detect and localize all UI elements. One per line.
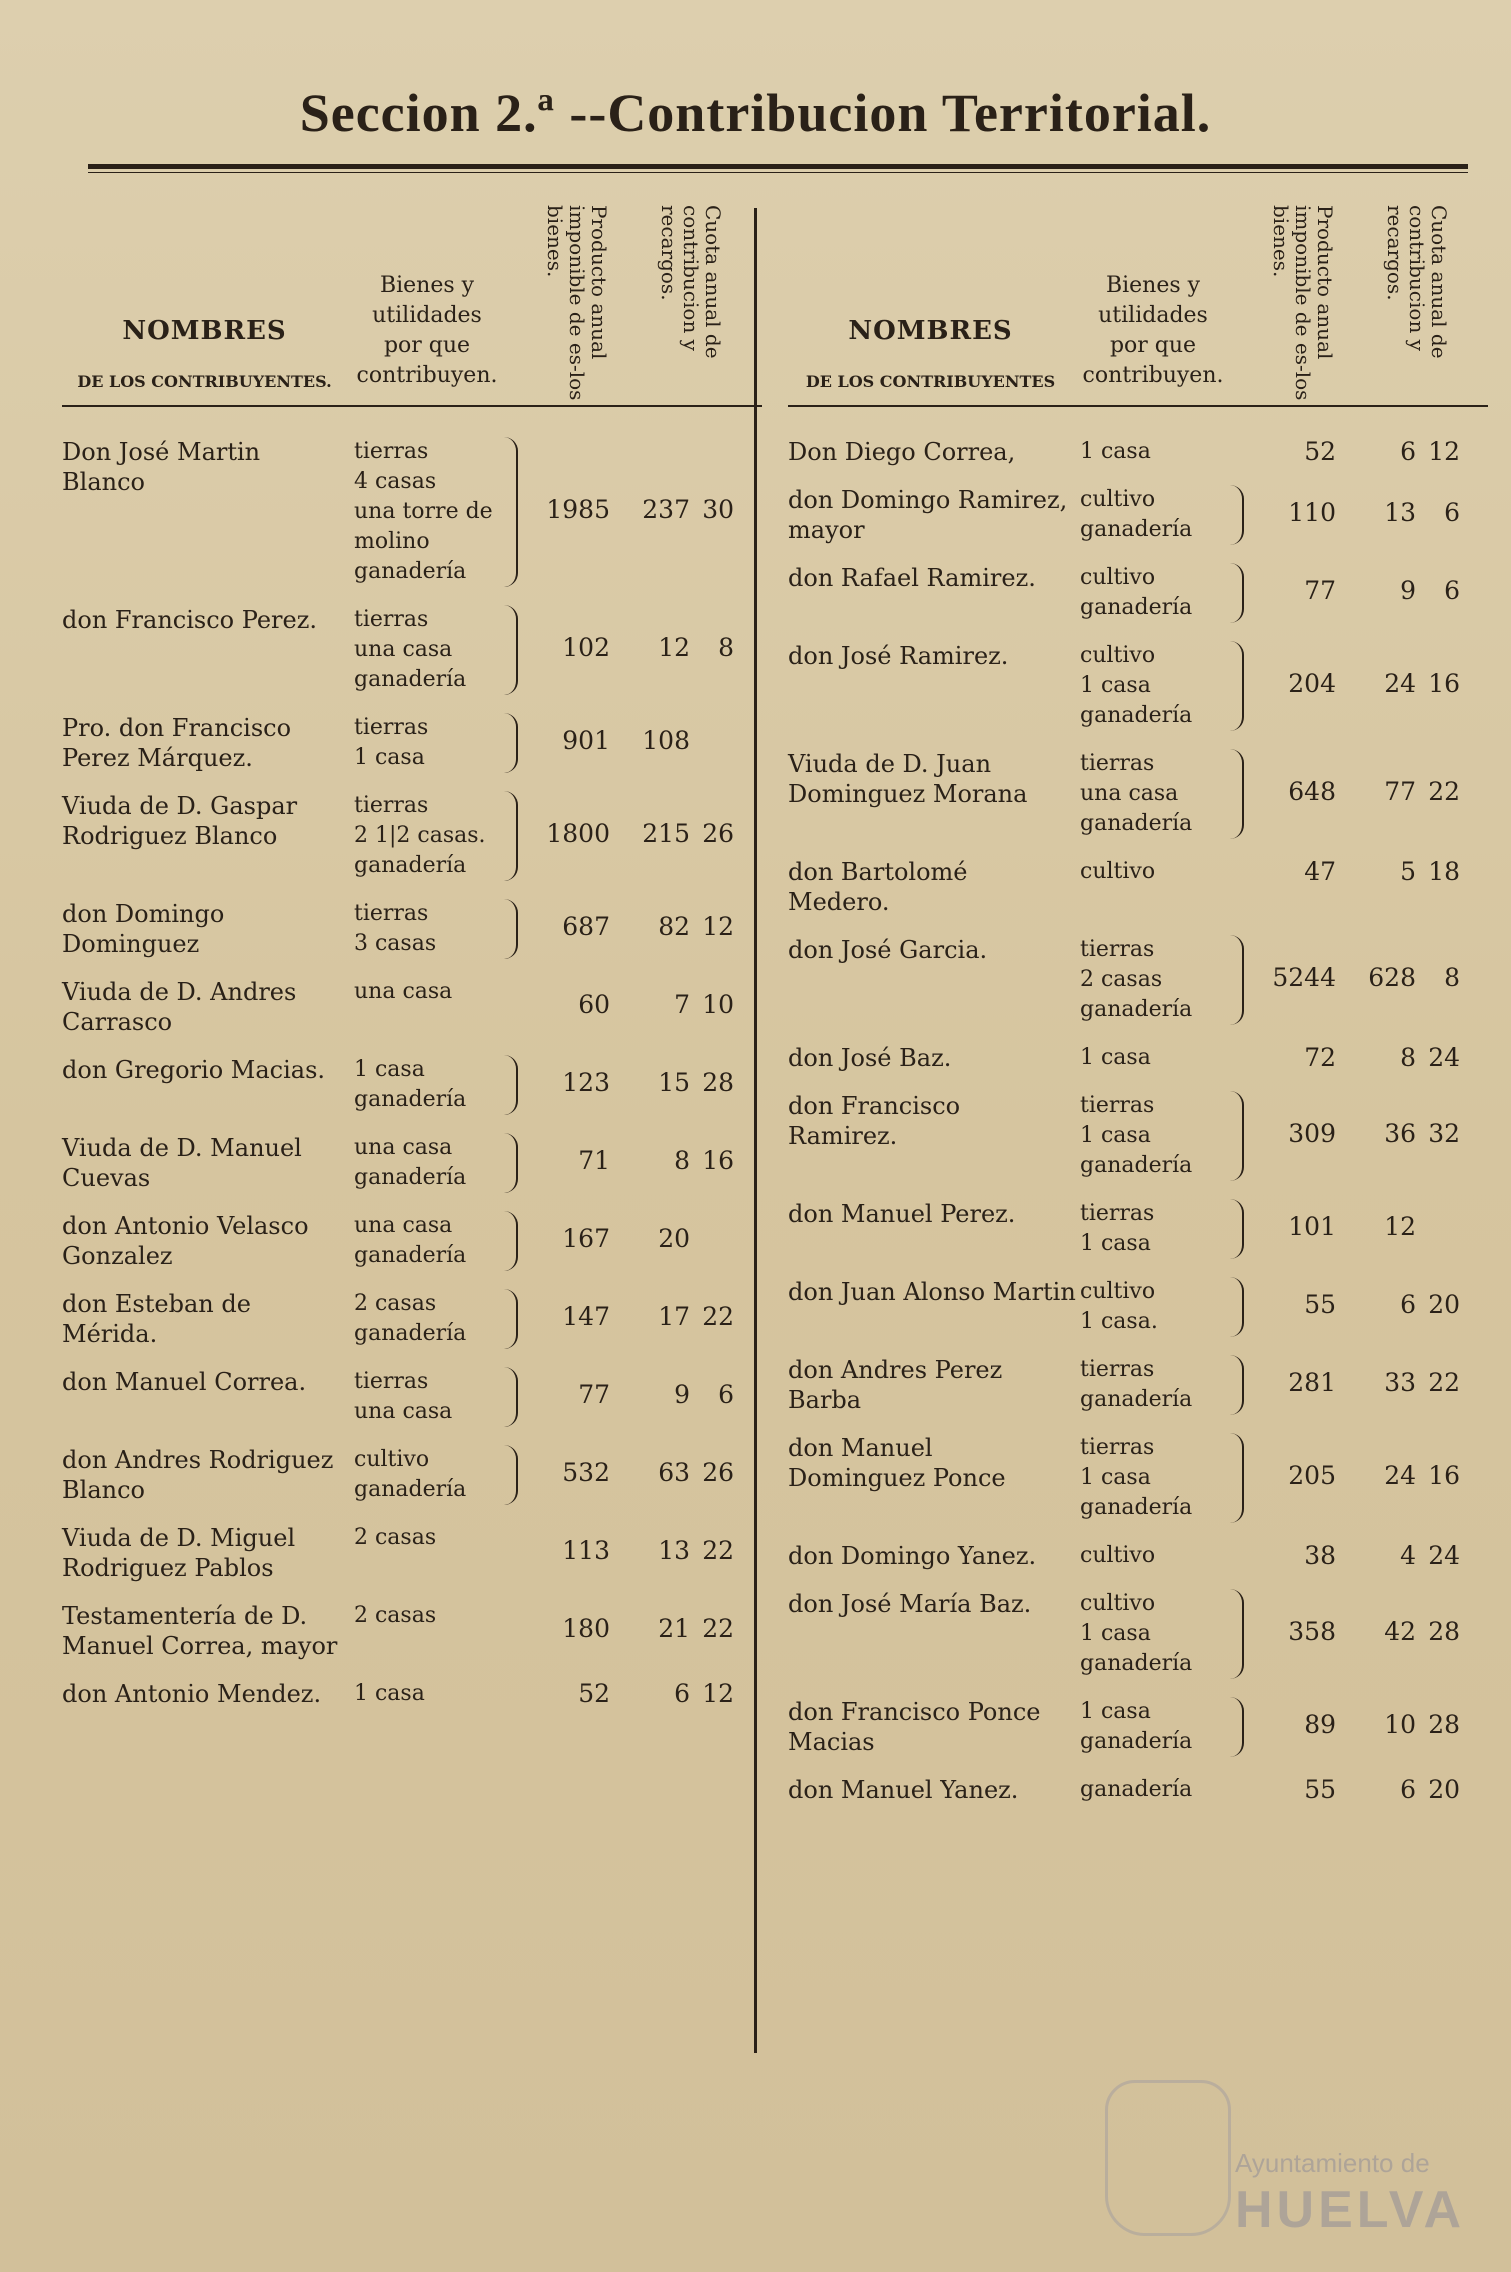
watermark-line2: HUELVA [1235, 2181, 1466, 2239]
contributor-name: don Francisco Ramirez. [788, 1092, 961, 1150]
goods-item: ganadería [354, 559, 467, 584]
producto-value: 55 [1304, 1775, 1336, 1804]
goods-list [1080, 563, 1244, 623]
right-rows [788, 407, 1488, 1805]
goods-item: ganadería [354, 853, 467, 878]
table-row [788, 1355, 1488, 1415]
table-row [62, 1211, 762, 1271]
cuota-pesos: 6 [674, 1679, 690, 1708]
contributor-name: don José Ramirez. [788, 642, 1009, 670]
producto-value: 1800 [546, 819, 610, 848]
cuota-reales: 12 [702, 912, 734, 941]
contributor-name: don Gregorio Macias. [62, 1056, 326, 1084]
producto-value: 101 [1288, 1212, 1336, 1241]
header-producto: Producto anual imponible de es-los bienes. [543, 205, 611, 401]
table-row [62, 791, 762, 881]
goods-item: ganadería [354, 667, 467, 692]
title-rule-thin [88, 172, 1468, 173]
table-row [788, 563, 1488, 623]
cuota-pesos: 6 [1400, 1290, 1416, 1319]
goods-item: 2 casas [354, 1291, 437, 1316]
cuota-reales: 6 [1444, 576, 1460, 605]
cuota-reales: 10 [702, 990, 734, 1019]
goods-item: 1 casa [1080, 1045, 1151, 1070]
goods-item: tierras [354, 793, 429, 818]
producto-value: 72 [1304, 1043, 1336, 1072]
goods-item: 1 casa [354, 1057, 425, 1082]
cuota-reales: 28 [1428, 1710, 1460, 1739]
contributor-name: don Domingo Dominguez [62, 900, 225, 958]
contributor-name: Testamentería de D. Manuel Correa, mayor [62, 1602, 338, 1660]
producto-value: 113 [562, 1536, 610, 1565]
table-row [62, 437, 762, 587]
table-row [62, 605, 762, 695]
header-cuota: Cuota anual de contribucion y recargos. [1383, 205, 1451, 359]
goods-item: 1 casa [1080, 1465, 1151, 1490]
contributor-name: don Manuel Correa. [62, 1368, 307, 1396]
goods-item: cultivo [1080, 643, 1156, 668]
contributor-name: Viuda de D. Miguel Rodriguez Pablos [62, 1524, 296, 1582]
goods-item: una casa [1080, 781, 1179, 806]
contributor-name: don Esteban de Mérida. [62, 1290, 251, 1348]
goods-item: cultivo [1080, 1543, 1156, 1568]
cuota-pesos: 42 [1384, 1617, 1416, 1646]
goods-item: tierras [354, 607, 429, 632]
cuota-reales: 22 [1428, 1368, 1460, 1397]
cuota-reales: 30 [702, 495, 734, 524]
producto-value: 60 [578, 990, 610, 1019]
cuota-reales: 16 [1428, 1461, 1460, 1490]
header-bienes: Bienes y utilidades por que contribuyen. [356, 273, 498, 388]
goods-item: cultivo [1080, 1279, 1156, 1304]
goods-item: ganadería [1080, 997, 1193, 1022]
cuota-reales: 8 [1444, 963, 1460, 992]
producto-value: 309 [1288, 1119, 1336, 1148]
cuota-reales: 26 [702, 1458, 734, 1487]
cuota-pesos: 10 [1384, 1710, 1416, 1739]
cuota-reales: 22 [702, 1302, 734, 1331]
producto-value: 52 [578, 1679, 610, 1708]
cuota-reales: 20 [1428, 1290, 1460, 1319]
producto-value: 167 [562, 1224, 610, 1253]
cuota-pesos: 12 [658, 633, 690, 662]
table-row [62, 1133, 762, 1193]
cuota-reales: 24 [1428, 1541, 1460, 1570]
goods-item: cultivo [1080, 859, 1156, 884]
goods-list [354, 1445, 518, 1505]
cuota-pesos: 82 [658, 912, 690, 941]
goods-list [354, 791, 518, 881]
cuota-pesos: 8 [674, 1146, 690, 1175]
goods-list [354, 1367, 518, 1427]
cuota-reales: 12 [1428, 437, 1460, 466]
watermark-line1: Ayuntamiento de [1235, 2148, 1430, 2178]
goods-item: 2 casas [354, 1525, 437, 1550]
table-row [788, 935, 1488, 1025]
table-row [788, 1043, 1488, 1073]
contributor-name: don José María Baz. [788, 1590, 1032, 1618]
goods-list [354, 899, 518, 959]
producto-value: 1985 [546, 495, 610, 524]
goods-list [354, 437, 518, 587]
producto-value: 204 [1288, 669, 1336, 698]
goods-item: tierras [354, 1369, 429, 1394]
contributor-name: Viuda de D. Andres Carrasco [62, 978, 297, 1036]
cuota-pesos: 237 [642, 495, 690, 524]
contributor-name: don Rafael Ramirez. [788, 564, 1036, 592]
goods-item: cultivo [1080, 565, 1156, 590]
goods-list [354, 1055, 518, 1115]
table-row [788, 857, 1488, 917]
goods-list [1080, 1043, 1242, 1073]
goods-list [354, 1133, 518, 1193]
goods-list [1080, 1589, 1244, 1679]
contributor-name: don Manuel Dominguez Ponce [788, 1434, 1006, 1492]
table-row [788, 437, 1488, 467]
goods-item: tierras [1080, 1435, 1155, 1460]
cuota-reales: 26 [702, 819, 734, 848]
goods-item: 4 casas [354, 469, 437, 494]
goods-item: tierras [1080, 1357, 1155, 1382]
producto-value: 205 [1288, 1461, 1336, 1490]
goods-list [1080, 1697, 1244, 1757]
goods-item: 1 casa [354, 745, 425, 770]
header-names [788, 316, 1073, 391]
table-row [788, 1433, 1488, 1523]
contributor-name: Don José Martin Blanco [62, 438, 261, 496]
cuota-reales: 22 [702, 1614, 734, 1643]
goods-list [1080, 1541, 1242, 1571]
cuota-pesos: 4 [1400, 1541, 1416, 1570]
contributor-name: don Juan Alonso Martin [788, 1278, 1076, 1306]
goods-list [1080, 935, 1244, 1025]
cuota-pesos: 20 [658, 1224, 690, 1253]
cuota-pesos: 215 [642, 819, 690, 848]
goods-list [1080, 1199, 1244, 1259]
left-table-header [62, 205, 762, 407]
producto-value: 89 [1304, 1710, 1336, 1739]
producto-value: 71 [578, 1146, 610, 1175]
goods-item: 2 casas [1080, 967, 1163, 992]
cuota-pesos: 24 [1384, 669, 1416, 698]
goods-list [354, 713, 518, 773]
goods-item: ganadería [354, 1243, 467, 1268]
goods-item: tierras [1080, 1093, 1155, 1118]
table-row [62, 1367, 762, 1427]
page-title: Seccion 2.ª --Contribucion Territorial. [299, 83, 1212, 143]
contributor-name: don Domingo Ramirez, mayor [788, 486, 1068, 544]
contributor-name: don Manuel Yanez. [788, 1776, 1019, 1804]
producto-value: 901 [562, 726, 610, 755]
goods-item: 1 casa [1080, 673, 1151, 698]
header-names-subtitle: DE LOS CONTRIBUYENTES [805, 372, 1056, 391]
cuota-reales: 18 [1428, 857, 1460, 886]
contributor-name: don Francisco Perez. [62, 606, 317, 634]
goods-item: ganadería [1080, 703, 1193, 728]
goods-item: ganadería [1080, 1387, 1193, 1412]
table-row [788, 1541, 1488, 1571]
goods-list [354, 1601, 516, 1631]
table-row [62, 899, 762, 959]
producto-value: 147 [562, 1302, 610, 1331]
cuota-reales: 8 [718, 633, 734, 662]
contributor-name: don Manuel Perez. [788, 1200, 1016, 1228]
goods-item: ganadería [354, 1477, 467, 1502]
goods-item: ganadería [1080, 1153, 1193, 1178]
cuota-pesos: 6 [1400, 437, 1416, 466]
goods-list [1080, 485, 1244, 545]
goods-list [354, 1523, 516, 1553]
goods-item: 1 casa [1080, 1231, 1151, 1256]
contributor-name: don José Baz. [788, 1044, 952, 1072]
cuota-reales: 16 [1428, 669, 1460, 698]
left-table [62, 205, 762, 1727]
goods-item: 2 1|2 casas. [354, 823, 486, 848]
goods-list [354, 1679, 516, 1709]
table-row [788, 485, 1488, 545]
table-row [62, 1289, 762, 1349]
cuota-pesos: 6 [1400, 1775, 1416, 1804]
left-rows [62, 407, 762, 1709]
goods-item: ganadería [1080, 811, 1193, 836]
table-row [788, 1277, 1488, 1337]
producto-value: 532 [562, 1458, 610, 1487]
producto-value: 358 [1288, 1617, 1336, 1646]
goods-item: cultivo [1080, 487, 1156, 512]
table-row [62, 1055, 762, 1115]
goods-list [1080, 641, 1244, 731]
city-crest-watermark [1105, 2080, 1231, 2236]
goods-list [354, 977, 516, 1007]
producto-value: 47 [1304, 857, 1336, 886]
cuota-pesos: 15 [658, 1068, 690, 1097]
table-row [788, 1589, 1488, 1679]
goods-item: 3 casas [354, 931, 437, 956]
goods-item: cultivo [1080, 1591, 1156, 1616]
goods-item: ganadería [1080, 1777, 1193, 1802]
cuota-pesos: 13 [658, 1536, 690, 1565]
cuota-reales: 22 [1428, 777, 1460, 806]
producto-value: 102 [562, 633, 610, 662]
table-row [788, 1199, 1488, 1259]
table-row [788, 1697, 1488, 1757]
cuota-pesos: 8 [1400, 1043, 1416, 1072]
goods-item: tierras [1080, 1201, 1155, 1226]
contributor-name: don José Garcia. [788, 936, 988, 964]
cuota-reales: 22 [702, 1536, 734, 1565]
table-row [788, 749, 1488, 839]
goods-item: 1 casa. [1080, 1309, 1158, 1334]
goods-item: ganadería [1080, 517, 1193, 542]
cuota-pesos: 9 [1400, 576, 1416, 605]
table-row [62, 713, 762, 773]
contributor-name: don Domingo Yanez. [788, 1542, 1037, 1570]
contributor-name: don Andres Rodriguez Blanco [62, 1446, 334, 1504]
contributor-name: Don Diego Correa, [788, 438, 1016, 466]
cuota-pesos: 17 [658, 1302, 690, 1331]
goods-list [1080, 1433, 1244, 1523]
header-names-title: NOMBRES [122, 316, 287, 346]
cuota-pesos: 24 [1384, 1461, 1416, 1490]
contributor-name: don Andres Perez Barba [788, 1356, 1003, 1414]
contributor-name: Pro. don Francisco Perez Márquez. [62, 714, 292, 772]
producto-value: 180 [562, 1614, 610, 1643]
table-row [62, 1523, 762, 1583]
goods-item: ganadería [354, 1321, 467, 1346]
goods-list [1080, 1091, 1244, 1181]
cuota-pesos: 5 [1400, 857, 1416, 886]
goods-item: ganadería [1080, 1651, 1193, 1676]
cuota-reales: 28 [702, 1068, 734, 1097]
header-names-subtitle: DE LOS CONTRIBUYENTES. [77, 372, 332, 391]
cuota-pesos: 33 [1384, 1368, 1416, 1397]
table-row [62, 1445, 762, 1505]
table-row [788, 1775, 1488, 1805]
producto-value: 110 [1288, 498, 1336, 527]
cuota-pesos: 108 [642, 726, 690, 755]
table-row [62, 977, 762, 1037]
table-row [62, 1679, 762, 1709]
goods-item: tierras [1080, 937, 1155, 962]
goods-list [1080, 437, 1242, 467]
table-row [788, 641, 1488, 731]
contributor-name: don Bartolomé Medero. [788, 858, 968, 916]
contributor-name: don Antonio Velasco Gonzalez [62, 1212, 309, 1270]
goods-list [1080, 749, 1244, 839]
cuota-reales: 6 [1444, 498, 1460, 527]
goods-item: 1 casa [1080, 1123, 1151, 1148]
goods-item: ganadería [354, 1087, 467, 1112]
contributor-name: don Francisco Ponce Macias [788, 1698, 1041, 1756]
header-names-title: NOMBRES [848, 316, 1013, 346]
producto-value: 77 [578, 1380, 610, 1409]
goods-item: tierras [354, 439, 429, 464]
cuota-reales: 6 [718, 1380, 734, 1409]
goods-item: una casa [354, 637, 453, 662]
goods-item: 1 casa [1080, 1699, 1151, 1724]
producto-value: 52 [1304, 437, 1336, 466]
cuota-pesos: 36 [1384, 1119, 1416, 1148]
producto-value: 5244 [1272, 963, 1336, 992]
goods-item: cultivo [354, 1447, 430, 1472]
goods-item: tierras [354, 901, 429, 926]
goods-item: 1 casa [354, 1681, 425, 1706]
goods-item: ganadería [1080, 1495, 1193, 1520]
goods-list [1080, 857, 1242, 887]
goods-list [354, 605, 518, 695]
goods-item: 1 casa [1080, 1621, 1151, 1646]
goods-item: 1 casa [1080, 439, 1151, 464]
title-rule-thick [88, 164, 1468, 169]
table-row [62, 1601, 762, 1661]
goods-item: tierras [1080, 751, 1155, 776]
goods-item: tierras [354, 715, 429, 740]
producto-value: 687 [562, 912, 610, 941]
goods-item: ganadería [1080, 1729, 1193, 1754]
contributor-name: Viuda de D. Juan Dominguez Morana [788, 750, 1028, 808]
header-producto: Producto anual imponible de es-los bienes. [1269, 205, 1337, 401]
cuota-pesos: 9 [674, 1380, 690, 1409]
cuota-pesos: 77 [1384, 777, 1416, 806]
cuota-reales: 24 [1428, 1043, 1460, 1072]
producto-value: 55 [1304, 1290, 1336, 1319]
goods-item: una casa [354, 1135, 453, 1160]
cuota-reales: 20 [1428, 1775, 1460, 1804]
cuota-pesos: 13 [1384, 498, 1416, 527]
contributor-name: don Antonio Mendez. [62, 1680, 322, 1708]
contributor-name: Viuda de D. Manuel Cuevas [62, 1134, 302, 1192]
goods-item: una casa [354, 979, 453, 1004]
goods-item: ganadería [354, 1165, 467, 1190]
producto-value: 38 [1304, 1541, 1336, 1570]
cuota-reales: 16 [702, 1146, 734, 1175]
right-table-header [788, 205, 1488, 407]
producto-value: 77 [1304, 576, 1336, 605]
contributor-name: Viuda de D. Gaspar Rodriguez Blanco [62, 792, 298, 850]
goods-item: una casa [354, 1399, 453, 1424]
table-row [788, 1091, 1488, 1181]
cuota-pesos: 628 [1368, 963, 1416, 992]
goods-list [354, 1211, 518, 1271]
cuota-pesos: 63 [658, 1458, 690, 1487]
goods-item: molino [354, 529, 430, 554]
producto-value: 648 [1288, 777, 1336, 806]
cuota-reales: 28 [1428, 1617, 1460, 1646]
cuota-reales: 32 [1428, 1119, 1460, 1148]
goods-item: una torre de [354, 499, 493, 524]
producto-value: 123 [562, 1068, 610, 1097]
header-bienes: Bienes y utilidades por que contribuyen. [1082, 273, 1224, 388]
right-table [788, 205, 1488, 1823]
cuota-pesos: 7 [674, 990, 690, 1019]
producto-value: 281 [1288, 1368, 1336, 1397]
header-cuota: Cuota anual de contribucion y recargos. [657, 205, 725, 359]
cuota-pesos: 21 [658, 1614, 690, 1643]
goods-list [1080, 1355, 1244, 1415]
goods-item: una casa [354, 1213, 453, 1238]
goods-item: 2 casas [354, 1603, 437, 1628]
cuota-pesos: 12 [1384, 1212, 1416, 1241]
header-names [62, 316, 347, 391]
cuota-reales: 12 [702, 1679, 734, 1708]
goods-list [1080, 1277, 1244, 1337]
goods-list [1080, 1775, 1242, 1805]
goods-item: ganadería [1080, 595, 1193, 620]
goods-list [354, 1289, 518, 1349]
